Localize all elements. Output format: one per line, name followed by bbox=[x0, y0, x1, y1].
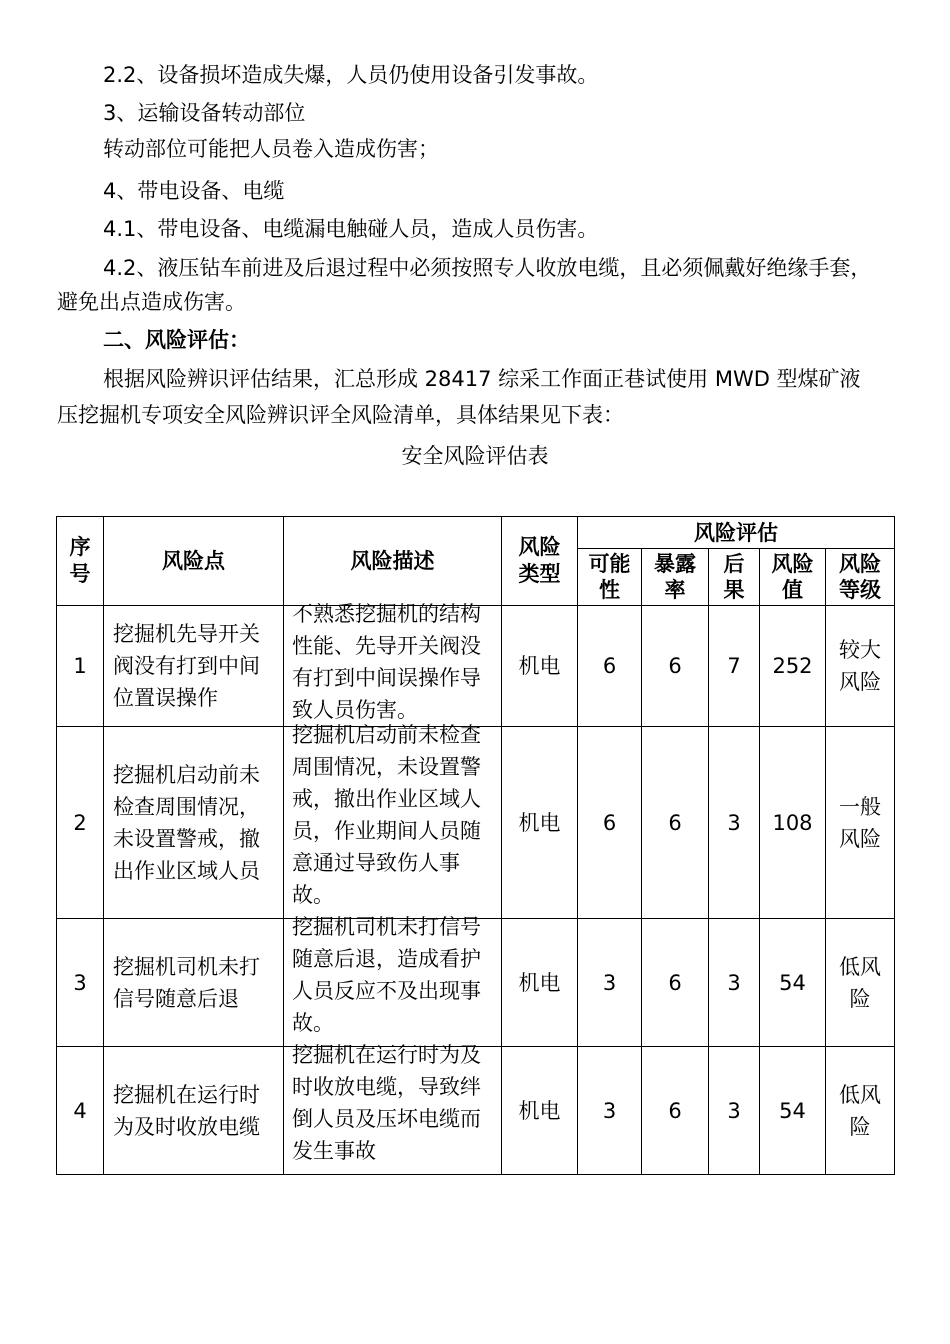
cell-risk-point: 挖掘机启动前未检查周围情况，未设置警戒，撤出作业区域人员 bbox=[104, 727, 284, 919]
cell-risk-level: 较大风险 bbox=[826, 606, 895, 727]
cell-risk-description: 不熟悉挖掘机的结构性能、先导开关阀没有打到中间误操作导致人员伤害。 bbox=[284, 606, 502, 727]
table-row bbox=[57, 1047, 895, 1175]
header-risk-evaluation: 风险评估 bbox=[578, 517, 895, 549]
paragraph-4-2-line1: 4.2、液压钻车前进及后退过程中必须按照专人收放电缆，且必须佩戴好绝缘手套， bbox=[103, 256, 872, 280]
cell-risk-value: 54 bbox=[760, 1047, 826, 1175]
paragraph-4-2-line2: 避免出点造成伤害。 bbox=[57, 290, 246, 314]
risk-assessment-table bbox=[56, 516, 895, 1175]
intro-line1: 根据风险辨识评估结果，汇总形成 28417 综采工作面正巷试使用 MWD 型煤矿液 bbox=[103, 367, 861, 391]
cell-no: 1 bbox=[57, 606, 104, 727]
cell-likelihood: 3 bbox=[578, 919, 642, 1047]
table-row bbox=[57, 919, 895, 1047]
header-exposure: 暴露率 bbox=[642, 549, 709, 606]
cell-risk-description: 挖掘机启动前未检查周围情况，未设置警戒，撤出作业区域人员，作业期间人员随意通过导致伤人事故。 bbox=[284, 727, 502, 919]
header-risk-type: 风险类型 bbox=[502, 517, 578, 606]
cell-exposure: 6 bbox=[642, 1047, 709, 1175]
cell-exposure: 6 bbox=[642, 919, 709, 1047]
cell-risk-level: 低风险 bbox=[826, 1047, 895, 1175]
header-risk-level: 风险等级 bbox=[826, 549, 895, 606]
header-consequence: 后果 bbox=[709, 549, 760, 606]
cell-risk-level: 低风险 bbox=[826, 919, 895, 1047]
paragraph-4: 4、带电设备、电缆 bbox=[103, 179, 285, 203]
cell-risk-value: 108 bbox=[760, 727, 826, 919]
header-no: 序号 bbox=[57, 517, 104, 606]
cell-risk-point: 挖掘机司机未打信号随意后退 bbox=[104, 919, 284, 1047]
table-row bbox=[57, 606, 895, 727]
cell-risk-value: 54 bbox=[760, 919, 826, 1047]
cell-exposure: 6 bbox=[642, 727, 709, 919]
cell-exposure: 6 bbox=[642, 606, 709, 727]
cell-likelihood: 6 bbox=[578, 606, 642, 727]
cell-risk-description: 挖掘机在运行时为及时收放电缆，导致绊倒人员及压坏电缆而发生事故 bbox=[284, 1047, 502, 1175]
cell-risk-type: 机电 bbox=[502, 727, 578, 919]
cell-risk-type: 机电 bbox=[502, 1047, 578, 1175]
header-risk-value: 风险值 bbox=[760, 549, 826, 606]
cell-risk-point: 挖掘机在运行时为及时收放电缆 bbox=[104, 1047, 284, 1175]
header-likelihood: 可能性 bbox=[578, 549, 642, 606]
cell-consequence: 3 bbox=[709, 727, 760, 919]
cell-risk-level: 一般风险 bbox=[826, 727, 895, 919]
section-heading: 二、风险评估： bbox=[103, 328, 250, 352]
cell-consequence: 3 bbox=[709, 919, 760, 1047]
cell-consequence: 3 bbox=[709, 1047, 760, 1175]
intro-line2: 压挖掘机专项安全风险辨识评全风险清单，具体结果见下表： bbox=[57, 403, 624, 427]
paragraph-3-detail: 转动部位可能把人员卷入造成伤害； bbox=[103, 137, 439, 161]
cell-no: 3 bbox=[57, 919, 104, 1047]
cell-risk-value: 252 bbox=[760, 606, 826, 727]
cell-risk-description: 挖掘机司机未打信号随意后退，造成看护人员反应不及出现事故。 bbox=[284, 919, 502, 1047]
cell-likelihood: 6 bbox=[578, 727, 642, 919]
paragraph-3: 3、运输设备转动部位 bbox=[103, 101, 306, 125]
header-risk-point: 风险点 bbox=[104, 517, 284, 606]
paragraph-2-2: 2.2、设备损坏造成失爆，人员仍使用设备引发事故。 bbox=[103, 63, 599, 87]
header-risk-description: 风险描述 bbox=[284, 517, 502, 606]
cell-risk-type: 机电 bbox=[502, 919, 578, 1047]
cell-risk-type: 机电 bbox=[502, 606, 578, 727]
table-row bbox=[57, 727, 895, 919]
cell-risk-point: 挖掘机先导开关阀没有打到中间位置误操作 bbox=[104, 606, 284, 727]
table-title: 安全风险评估表 bbox=[401, 444, 549, 468]
cell-likelihood: 3 bbox=[578, 1047, 642, 1175]
paragraph-4-1: 4.1、带电设备、电缆漏电触碰人员，造成人员伤害。 bbox=[103, 217, 599, 241]
cell-no: 2 bbox=[57, 727, 104, 919]
cell-no: 4 bbox=[57, 1047, 104, 1175]
cell-consequence: 7 bbox=[709, 606, 760, 727]
